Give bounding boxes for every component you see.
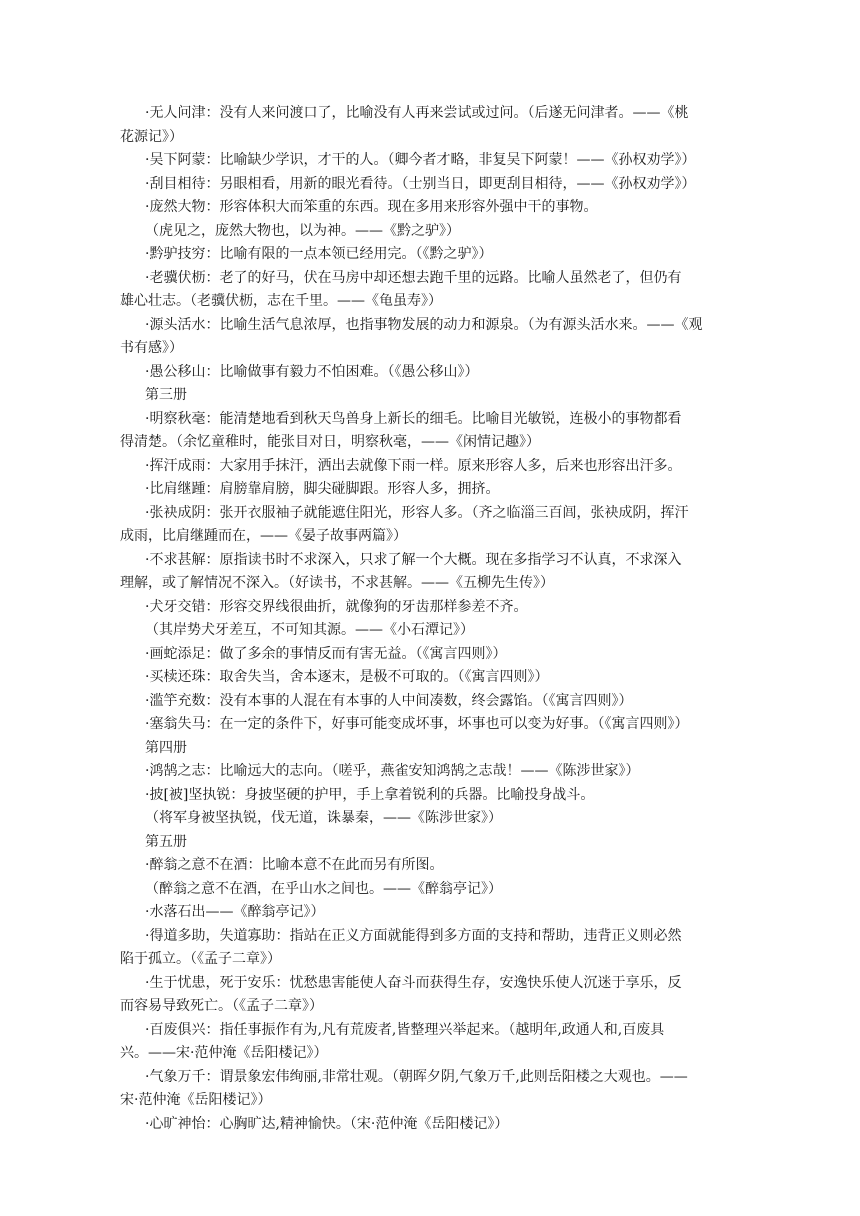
section-heading: 第五册 — [145, 833, 187, 850]
text-line: 而容易导致死亡。（《孟子二章》） — [120, 998, 323, 1014]
text-line: ·明察秋毫：能清楚地看到秋天鸟兽身上新长的细毛。比喻目光敏锐，连极小的事物都看 — [145, 410, 682, 427]
text-line: ·比肩继踵：肩膀靠肩膀，脚尖碰脚跟。形容人多，拥挤。 — [145, 481, 500, 497]
text-line: ·刮目相待：另眼相看，用新的眼光看待。（士别当日，即更刮目相待，——《孙权劝学》） — [145, 175, 696, 192]
text-line: ·无人问津：没有人来问渡口了，比喻没有人再来尝试或过问。（后遂无问津者。——《桃 — [145, 105, 689, 121]
text-line: ·心旷神怡：心胸旷达,精神愉快。（宋·范仲淹《岳阳楼记》） — [145, 1115, 509, 1132]
idiom-text-block — [120, 102, 740, 1136]
text-line: ·披[被]坚执锐：身披坚硬的护甲，手上拿着锐利的兵器。比喻投身战斗。 — [145, 786, 595, 803]
text-line: ·买椟还珠：取舍失当，舍本逐末，是极不可取的。（《寓言四则》） — [145, 669, 549, 685]
text-line: ·水落石出——《醉翁亭记》） — [145, 904, 325, 920]
text-line: 成雨，比肩继踵而在，——《晏子故事两篇》） — [120, 528, 407, 544]
section-heading: 第三册 — [145, 387, 187, 403]
text-line: 宋·范仲淹《岳阳楼记》） — [120, 1092, 272, 1108]
text-line: ·张袂成阴：张开衣服袖子就能遮住阳光，形容人多。（齐之临淄三百闾，张袂成阴，挥汗 — [145, 504, 689, 521]
text-line: 理解，或了解情况不深入。（好读书，不求甚解。——《五柳先生传》） — [120, 575, 554, 591]
text-line: ·画蛇添足：做了多余的事情反而有害无益。（《寓言四则》） — [145, 645, 507, 662]
text-line: （虎见之，庞然大物也，以为神。——《黔之驴》） — [145, 222, 460, 239]
text-line: 兴。——宋·范仲淹《岳阳楼记》） — [120, 1045, 328, 1061]
text-line: ·不求甚解：原指读书时不求深入，只求了解一个大概。现在多指学习不认真，不求深入 — [145, 551, 682, 568]
text-line: ·黔驴技穷：比喻有限的一点本领已经用完。（《黔之驴》） — [145, 246, 493, 262]
text-line: ·鸿鹄之志：比喻远大的志向。（嗟乎，燕雀安知鸿鹄之志哉！——《陈涉世家》） — [145, 763, 640, 779]
section-heading: 第四册 — [145, 739, 187, 756]
text-line: ·得道多助，失道寡助：指站在正义方面就能得到多方面的支持和帮助，违背正义则必然 — [145, 927, 682, 944]
text-line: （醉翁之意不在酒，在乎山水之间也。——《醉翁亭记》） — [145, 880, 502, 897]
text-line: ·百废俱兴：指任事振作有为,凡有荒废者,皆整理兴举起来。（越明年,政通人和,百废具 — [145, 1021, 665, 1038]
text-line: 陷于孤立。（《孟子二章》） — [120, 951, 281, 967]
text-line: ·生于忧患，死于安乐：忧愁患害能使人奋斗而获得生存，安逸快乐使人沉迷于享乐，反 — [145, 974, 682, 991]
text-line: 雄心壮志。（老骥伏枥，志在千里。——《龟虽寿》） — [120, 293, 442, 309]
text-line: ·醉翁之意不在酒：比喻本意不在此而另有所图。 — [145, 857, 444, 873]
text-line: ·愚公移山：比喻做事有毅力不怕困难。（《愚公移山》） — [145, 363, 479, 380]
text-line: 得清楚。（余忆童稚时，能张目对日，明察秋毫，——《闲情记趣》） — [120, 434, 540, 450]
text-line: 书有感》） — [120, 340, 183, 356]
text-line: ·气象万千：谓景象宏伟绚丽,非常壮观。（朝晖夕阴,气象万千,此则岳阳楼之大观也。—— — [145, 1068, 688, 1085]
text-line: ·犬牙交错：形容交界线很曲折，就像狗的牙齿那样参差不齐。 — [145, 598, 528, 615]
text-line: ·塞翁失马：在一定的条件下，好事可能变成坏事，坏事也可以变为好事。（《寓言四则》） — [145, 716, 689, 732]
text-line: ·庞然大物：形容体积大而笨重的东西。现在多用来形容外强中干的事物。 — [145, 199, 598, 215]
text-line: ·源头活水：比喻生活气息浓厚，也指事物发展的动力和源泉。（为有源头活水来。——《观 — [145, 316, 703, 333]
text-line: ·老骥伏枥：老了的好马，伏在马房中却还想去跑千里的远路。比喻人虽然老了，但仍有 — [145, 269, 682, 286]
text-line: ·挥汗成雨：大家用手抹汗，洒出去就像下雨一样。原来形容人多，后来也形容出汗多。 — [145, 457, 682, 474]
text-line: 花源记》） — [120, 128, 183, 145]
text-line: ·吴下阿蒙：比喻缺少学识，才干的人。（卿今者才略，非复吴下阿蒙！——《孙权劝学》） — [145, 152, 696, 168]
text-line: （将军身被坚执锐，伐无道，诛暴秦，——《陈涉世家》） — [145, 810, 502, 826]
text-line: ·滥竽充数：没有本事的人混在有本事的人中间凑数，终会露馅。（《寓言四则》） — [145, 692, 633, 709]
text-line: （其岸势犬牙差互，不可知其源。——《小石潭记》） — [145, 622, 474, 638]
